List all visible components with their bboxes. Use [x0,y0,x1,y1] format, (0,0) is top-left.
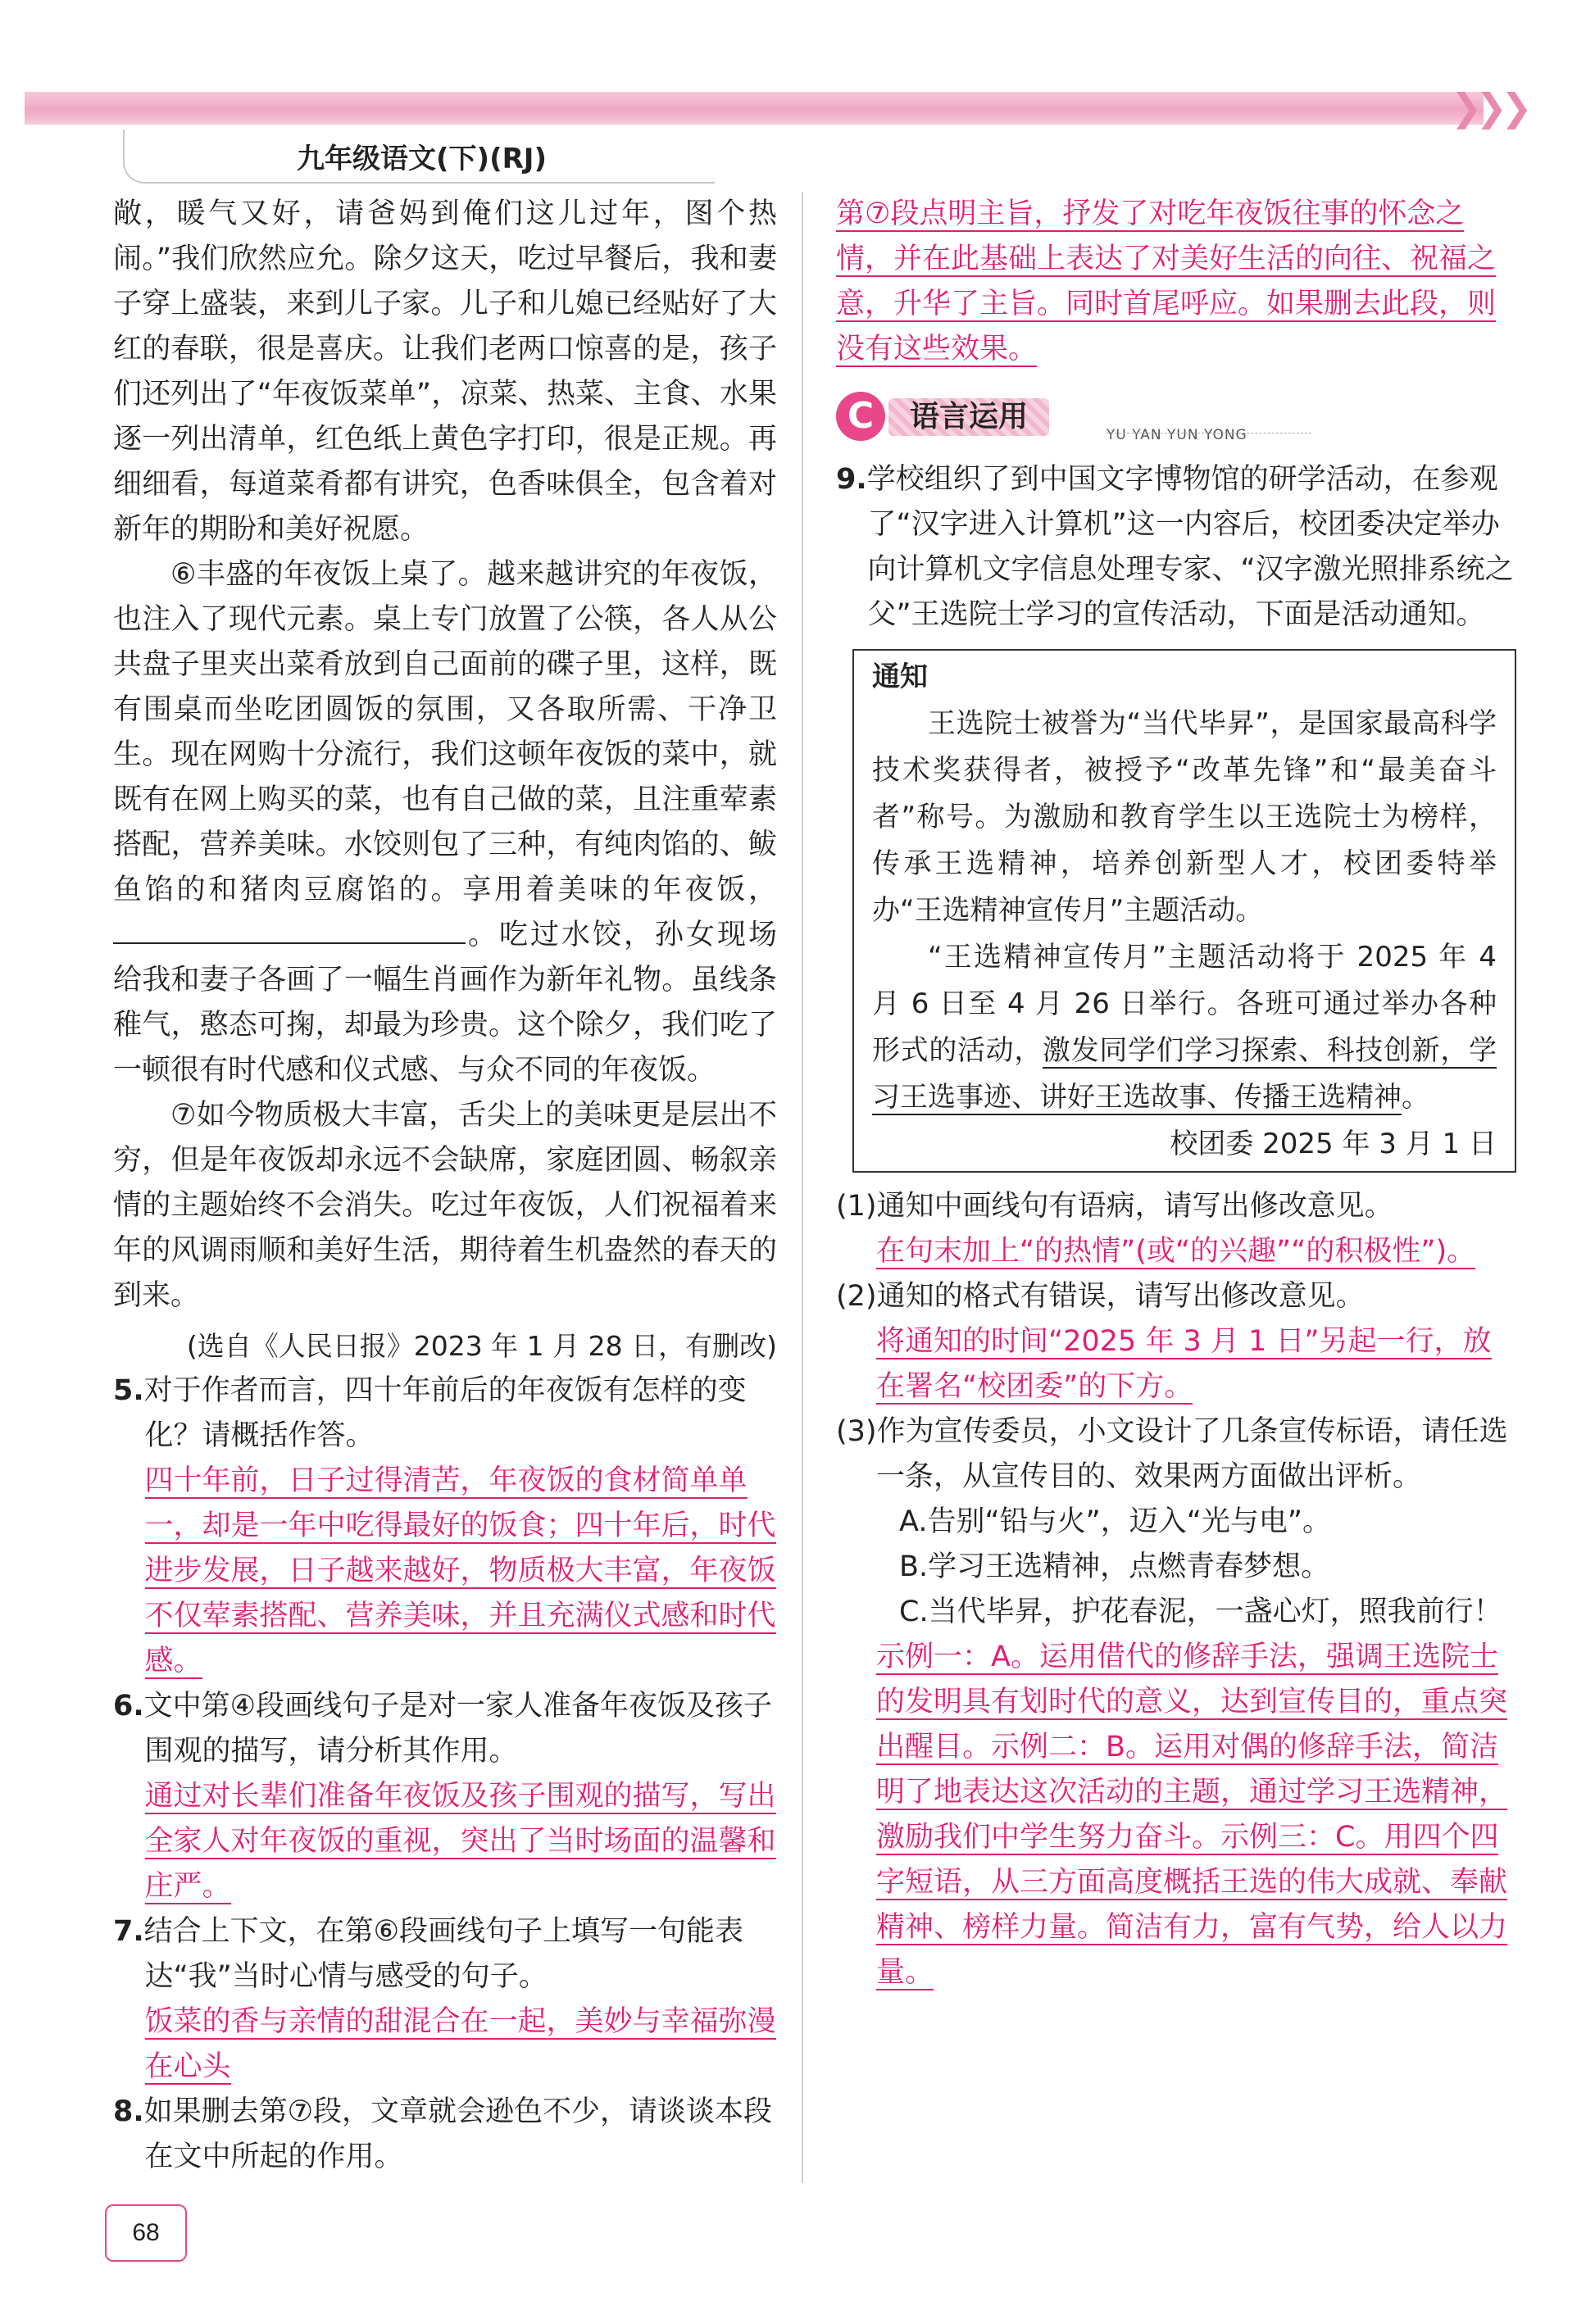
subanswer-3 [876,1635,1516,1995]
paragraph-continued: 敞，暖气又好，请爸妈到俺们这儿过年，图个热闹。”我们欣然应允。除夕这天，吃过早餐后，我和妻子穿上盛装，来到儿子家。儿子和儿媳已经贴好了大红的春联，很是喜庆。让我们老两口惊喜的是，孩子们还列出了“年夜饭菜单”，凉菜、热菜、主食、水果逐一列出清单，红色纸上黄色字打印，很是正规。再细细看，每道菜肴都有讲究，色香味俱全，包含着对新年的期盼和美好祝愿。 [113,197,777,546]
right-column [836,192,1516,1995]
answer-text: 饭菜的香与亲情的甜混合在一起，美妙与幸福弥漫在心头 [144,2005,776,2083]
paragraph-6-text-b: 。吃过水饺，孙女现场给我和妻子各画了一幅生肖画作为新年礼物。虽线条稚气，憨态可掬，却最为珍贵。这个除夕，我们吃了一顿很有时代感和仪式感、与众不同的年夜饭。 [113,919,777,1087]
option-c: C.当代毕昇，护花春泥，一盏心灯，照我前行！ [899,1595,1502,1628]
chevron-right-icon: ❯❯❯ [1451,85,1526,129]
answer-blank [113,915,351,944]
notice-text: “王选精神宣传月”主题活动将于 2025 年 4 月 6 日至 4 月 26 日举行。各班可通过举办各种形式的活动， [872,941,1497,1067]
option-a: A.告别“铅与火”，迈入“光与电”。 [899,1505,1331,1538]
answer-6 [145,1774,778,1909]
answer-text: 示例一：A。运用借代的修辞手法，强调王选院士的发明具有划时代的意义，达到宣传目的，重点突出醒目。示例二：B。运用对偶的修辞手法，简洁明了地表达这次活动的主题，通过学习王选精神，激励我们中学生努力奋斗。示例三：C。用四个四字短语，从三方面高度概括王选的伟大成就、奉献精神、榜样力量。简洁有力，富有气势，给人以力量。 [876,1641,1508,1989]
page-title: 九年级语文(下)(RJ) [297,143,547,175]
subquestion-3: (3)作为宣传委员，小文设计了几条宣传标语，请任选一条，从宣传目的、效果两方面做出评析。 [836,1415,1508,1493]
answer-8 [836,192,1516,372]
subanswer-1 [876,1229,1516,1274]
left-column [113,192,777,2180]
answer-text: 四十年前，日子过得清苦，年夜饭的食材简单单一，却是一年中吃得最好的饭食；四十年后，时代进步发展，日子越来越好，物质极大丰富，年夜饭不仅荤素搭配、营养美味，并且充满仪式感和时代感。 [144,1464,776,1677]
answer-text: 第⑦段点明主旨，抒发了对吃年夜饭往事的怀念之情，并在此基础上表达了对美好生活的向往、祝福之意，升华了主旨。同时首尾呼应。如果删去此段，则没有这些效果。 [836,197,1497,365]
notice-box [852,649,1516,1173]
option-b: B.学习王选精神，点燃青春梦想。 [899,1550,1330,1583]
subquestion-2: (2)通知的格式有错误，请写出修改意见。 [836,1280,1365,1313]
question-number: 6. [113,1690,144,1723]
question-number: 9. [836,463,867,496]
column-divider [802,192,803,2183]
answer-blank-continued [351,915,466,944]
notice-paragraph-2 [872,934,1497,1121]
underlined-sentence: 激发同学们学习探索、科技创新，学习王选事迹、讲好王选故事、传播王选精神 [872,1034,1497,1114]
subanswer-2 [876,1319,1516,1409]
answer-text: 通过对长辈们准备年夜饭及孩子围观的描写，写出全家人对年夜饭的重视，突出了当时场面的温馨和庄严。 [144,1780,776,1903]
question-5 [113,1369,777,1459]
notice-signature: 校团委 2025 年 3 月 1 日 [1170,1128,1497,1160]
subquestion-1: (1)通知中画线句有语病，请写出修改意见。 [836,1190,1393,1223]
question-text: 对于作者而言，四十年前后的年夜饭有怎样的变化？请概括作答。 [143,1374,747,1452]
notice-paragraph-1: 王选院士被誉为“当代毕昇”，是国家最高科学技术奖获得者，被授予“改革先锋”和“最美奋斗者”称号。为激励和教育学生以王选院士为榜样，传承王选精神，培养创新型人才，校团委特举办“王选精神宣传月”主题活动。 [872,707,1497,927]
paragraph-7: ⑦如今物质极大丰富，舌尖上的美味更是层出不穷，但是年夜饭却永远不会缺席，家庭团圆、畅叙亲情的主题始终不会消失。吃过年夜饭，人们祝福着来年的风调雨顺和美好生活，期待着生机盎然的春天的到来。 [113,1099,777,1312]
question-6 [113,1684,777,1774]
question-number: 8. [113,2095,144,2128]
question-9 [836,457,1516,638]
section-label: 语言运用 [888,398,1049,436]
notice-title: 通知 [872,660,928,693]
question-text: 结合上下文，在第⑥段画线句子上填写一句能表达“我”当时心情与感受的句子。 [143,1915,744,1993]
answer-5 [145,1459,778,1684]
section-header [836,390,1516,449]
question-text: 文中第④段画线句子是对一家人准备年夜饭及孩子围观的描写，请分析其作用。 [143,1690,773,1768]
answer-text: 在句末加上“的热情”(或“的兴趣”“的积极性”)。 [876,1235,1476,1268]
page-number: 68 [105,2204,187,2262]
paragraph-6-text-a: ⑥丰盛的年夜饭上桌了。越来越讲究的年夜饭，也注入了现代元素。桌上专门放置了公筷，各人从公共盘子里夹出菜肴放到自己面前的碟子里，这样，既有围桌而坐吃团圆饭的氛围，又各取所需、干净卫生。现在网购十分流行，我们这顿年夜饭的菜中，就既有在网上购买的菜，也有自己做的菜，且注重荤素搭配，营养美味。水饺则包了三种，有纯肉馅的、鲅鱼馅的和猪肉豆腐馅的。享用着美味的年夜饭， [113,558,777,906]
section-pinyin: YU YAN YUN YONG [1107,427,1247,443]
question-number: 7. [113,1915,144,1948]
question-7 [113,1909,777,1999]
answer-text: 将通知的时间“2025 年 3 月 1 日”另起一行，放在署名“校团委”的下方。 [876,1325,1492,1403]
question-number: 5. [113,1374,144,1407]
question-8 [113,2090,777,2180]
answer-7 [145,1999,778,2090]
question-text: 如果删去第⑦段，文章就会逊色不少，请谈谈本段在文中所起的作用。 [143,2095,773,2173]
header-band [25,92,1484,125]
question-text: 学校组织了到中国文字博物馆的研学活动，在参观了“汉字进入计算机”这一内容后，校团委决定举办向计算机文字信息处理专家、“汉字激光照排系统之父”王选院士学习的宣传活动，下面是活动通知。 [866,463,1514,631]
section-letter-icon: C [836,392,885,441]
paragraph-6 [113,552,777,1093]
source-citation: (选自《人民日报》2023 年 1 月 28 日，有删改) [186,1330,777,1362]
notice-text-end: 。 [1402,1081,1429,1114]
